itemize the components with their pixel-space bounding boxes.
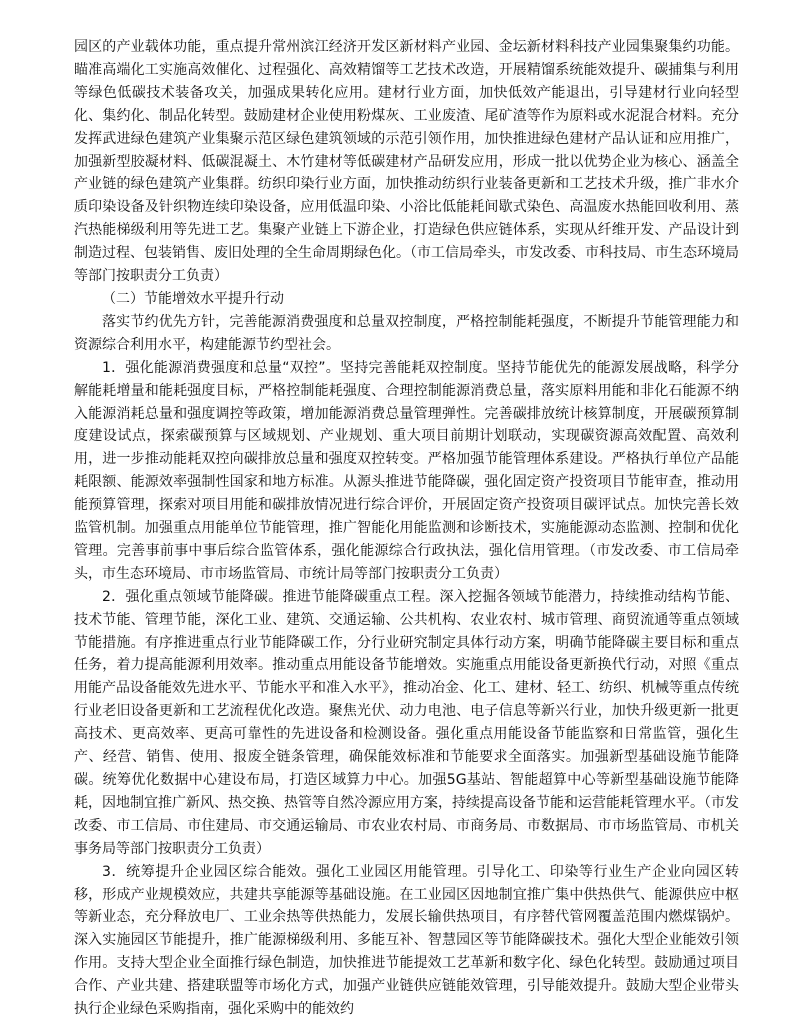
paragraph-section-intro: 落实节约优先方针，完善能源消费强度和总量双控制度，严格控制能耗强度，不断提升节能管理能力和资源综合利用水平，构建能源节约型社会。	[74, 313, 739, 353]
paragraph-dual-control: 1．强化能源消费强度和总量“双控”。坚持完善能耗双控制度。坚持节能优先的能源发展战略，科学分解能耗增量和能耗强度目标，严格控制能耗强度、合理控制能源消费总量，落实原料用能和非化石能源不纳入能源消耗总量和强度调控等政策，增加能源消费总量管理弹性。完善碳排放统计核算制度，开展碳预算制度建设试点，探索碳预算与区域规划、产业规划、重大项目前期计划联动，实现碳资源高效配置、高效利用，进一步推动能耗双控向碳排放总量和强度双控转变。严格加强节能管理体系建设。严格执行单位产品能耗限额、能源效率强制性国家和地方标准。从源头推进节能降碳，强化固定资产投资项目节能审查，推动用能预算管理，探索对项目用能和碳排放情况进行综合评价，开展固定资产投资项目碳评试点。加快完善长效监管机制。加强重点用能单位节能管理，推广智能化用能监测和诊断技术，实施能源动态监测、控制和优化管理。完善事前事中事后综合监管体系，强化能源综合行政执法，强化信用管理。（市发改委、市工信局牵头，市生态环境局、市市场监管局、市统计局等部门按职责分工负责）	[74, 359, 739, 582]
section-heading-energy-efficiency: （二）节能增效水平提升行动	[102, 290, 284, 307]
paragraph-key-areas: 2．强化重点领域节能降碳。推进节能降碳重点工程。深入挖掘各领域节能潜力，持续推动结构节能、技术节能、管理节能，深化工业、建筑、交通运输、公共机构、农业农村、城市管理、商贸流通等重点领域节能措施。有序推进重点行业节能降碳工作，分行业研究制定具体行动方案，明确节能降碳主要目标和重点任务，着力提高能源利用效率。推动重点用能设备节能增效。实施重点用能设备更新换代行动，对照《重点用能产品设备能效先进水平、节能水平和准入水平》，推动冶金、化工、建材、轻工、纺织、机械等重点传统行业老旧设备更新和工艺流程优化改造。聚焦光伏、动力电池、电子信息等新兴行业，加快升级更新一批更高技术、更高效率、更高可靠性的先进设备和检测设备。强化重点用能设备节能监察和日常监管，强化生产、经营、销售、使用、报废全链条管理，确保能效标准和节能要求全面落实。加强新型基础设施节能降碳。统筹优化数据中心建设布局，打造区域算力中心。加强5G基站、智能超算中心等新型基础设施节能降耗，因地制宜推广新风、热交换、热管等自然冷源应用方案，持续提高设备节能和运营能耗管理水平。（市发改委、市工信局、市住建局、市交通运输局、市农业农村局、市商务局、市数据局、市市场监管局、市机关事务局等部门按职责分工负责）	[74, 588, 739, 857]
paragraph-enterprise-parks: 3．统筹提升企业园区综合能效。强化工业园区用能管理。引导化工、印染等行业生产企业向园区转移，形成产业规模效应，共建共享能源等基础设施。在工业园区因地制宜推广集中供热供气、能源供应中枢等新业态，充分释放电厂、工业余热等供热能力，发展长输供热项目，有序替代管网覆盖范围内燃煤锅炉。深入实施园区节能提升，推广能源梯级利用、多能互补、智慧园区等节能降碳技术。强化大型企业能效引领作用。支持大型企业全面推行绿色制造，加快推进节能提效工艺革新和数字化、绿色化转型。鼓励通过项目合作、产业共建、搭建联盟等市场化方式，加强产业链供应链能效管理，引导能效提升。鼓励大型企业带头执行企业绿色采购指南，强化采购中的能效约	[74, 863, 739, 1018]
paragraph-industry-materials: 园区的产业载体功能，重点提升常州滨江经济开发区新材料产业园、金坛新材料科技产业园集聚集约功能。瞄准高端化工实施高效催化、过程强化、高效精馏等工艺技术改造，开展精馏系统能效提升、碳捕集与利用等绿色低碳技术装备攻关，加强成果转化应用。建材行业方面，加快低效产能退出，引导建材行业向轻型化、集约化、制品化转型。鼓励建材企业使用粉煤灰、工业废渣、尾矿渣等作为原料或水泥混合材料。充分发挥武进绿色建筑产业集聚示范区绿色建筑领域的示范引领作用，加快推进绿色建材产品认证和应用推广，加强新型胶凝材料、低碳混凝土、木竹建材等低碳建材产品研发应用，形成一批以优势企业为核心、涵盖全产业链的绿色建筑产业集群。纺织印染行业方面，加快推动纺织行业装备更新和工艺技术升级，推广非水介质印染设备及针织物连续印染设备，应用低温印染、小浴比低能耗间歇式染色、高温废水热能回收利用、蒸汽热能梯级利用等先进工艺。集聚产业链上下游企业，打造绿色供应链体系，实现从纤维开发、产品设计到制造过程、包装销售、废旧处理的全生命周期绿色化。（市工信局牵头，市发改委、市科技局、市生态环境局等部门按职责分工负责）	[74, 39, 739, 285]
